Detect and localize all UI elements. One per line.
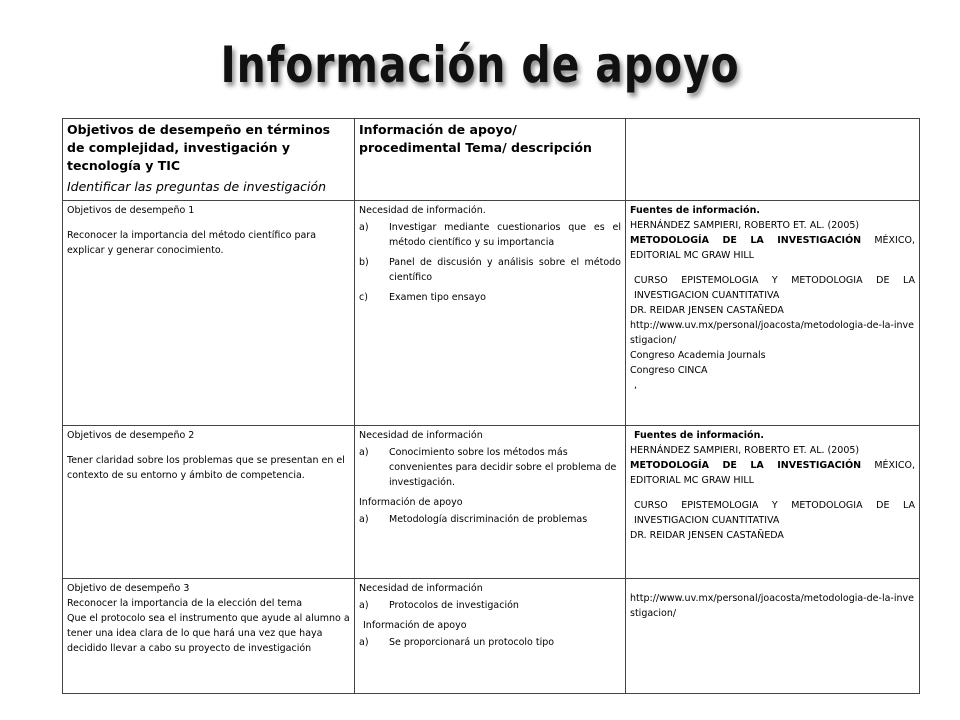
sources-title: Fuentes de información. xyxy=(630,205,760,216)
list-item: a) Se proporcionará un protocolo tipo xyxy=(359,637,555,648)
table-row xyxy=(63,426,920,579)
objective-title: Objetivos de desempeño 1 xyxy=(67,205,195,216)
objective-cell xyxy=(63,201,355,426)
sources-title: Fuentes de información. xyxy=(634,430,764,441)
table-header-row xyxy=(63,119,920,201)
source-course-author: DR. REIDAR JENSEN CASTAÑEDA xyxy=(630,530,784,541)
list-item: a) Protocolos de investigación xyxy=(359,600,519,611)
header-support-title: Información de apoyo/ procedimental Tema/ descripción xyxy=(359,122,592,155)
table-row xyxy=(63,201,920,426)
need-cell xyxy=(355,426,626,579)
source-book: METODOLOGÍA DE LA INVESTIGACIÓN MÉXICO, EDITORIAL MC GRAW HILL xyxy=(630,460,915,486)
header-empty xyxy=(626,119,920,201)
page-title: Información de apoyo xyxy=(220,36,740,94)
header-objectives xyxy=(63,119,355,201)
header-objectives-subtitle: Identificar las preguntas de investigación xyxy=(67,179,327,194)
header-objectives-title: Objetivos de desempeño en términos de complejidad, investigación y tecnología y TIC xyxy=(67,122,331,173)
support-list xyxy=(359,635,621,650)
need-list xyxy=(359,445,621,490)
support-title: Información de apoyo xyxy=(363,620,467,631)
need-title: Necesidad de información. xyxy=(359,205,486,216)
source-extra-1: Congreso Academia Journals xyxy=(630,350,766,361)
sources-cell xyxy=(626,201,920,426)
objective-title: Objetivos de desempeño 2 xyxy=(67,430,195,441)
sources-cell xyxy=(626,579,920,694)
list-item: c) Examen tipo ensayo xyxy=(359,292,486,303)
objective-cell xyxy=(63,426,355,579)
source-course-author: DR. REIDAR JENSEN CASTAÑEDA xyxy=(630,305,784,316)
need-cell xyxy=(355,201,626,426)
list-item: a) Investigar mediante cuestionarios que es el método científico y su importancia xyxy=(359,222,621,248)
objective-text: Que el protocolo sea el instrumento que ayude al alumno a tener una idea clara de lo que hará una vez que haya decidido llevar a cabo su proyecto de investigación xyxy=(67,613,350,654)
need-list xyxy=(359,598,621,613)
need-title: Necesidad de información xyxy=(359,583,483,594)
objective-text: Reconocer la importancia del método científico para explicar y generar conocimiento. xyxy=(67,230,317,256)
source-extra-3: , xyxy=(634,380,638,391)
source-book: METODOLOGÍA DE LA INVESTIGACIÓN MÉXICO, EDITORIAL MC GRAW HILL xyxy=(630,235,915,261)
need-title: Necesidad de información xyxy=(359,430,483,441)
list-item: b) Panel de discusión y análisis sobre el método científico xyxy=(359,257,621,283)
source-course: CURSO EPISTEMOLOGIA Y METODOLOGIA DE LA INVESTIGACION CUANTITATIVA xyxy=(634,500,915,526)
sources-cell xyxy=(626,426,920,579)
list-item: a) Metodología discriminación de problemas xyxy=(359,514,588,525)
table-row xyxy=(63,579,920,694)
source-url: http://www.uv.mx/personal/joacosta/metodologia-de-la-investigacion/ xyxy=(630,320,914,346)
source-author: HERNÁNDEZ SAMPIERI, ROBERTO ET. AL. (2005) xyxy=(630,220,860,231)
objective-text: Reconocer la importancia de la elección del tema xyxy=(67,598,303,609)
support-info-table xyxy=(62,118,920,694)
objective-text: Tener claridad sobre los problemas que se presentan en el contexto de su entorno y ámbito de competencia. xyxy=(67,455,345,481)
support-list xyxy=(359,512,621,527)
need-list xyxy=(359,220,621,305)
need-cell xyxy=(355,579,626,694)
objective-cell xyxy=(63,579,355,694)
source-author: HERNÁNDEZ SAMPIERI, ROBERTO ET. AL. (2005) xyxy=(630,445,860,456)
objective-title: Objetivo de desempeño 3 xyxy=(67,583,190,594)
header-support xyxy=(355,119,626,201)
source-extra-2: Congreso CINCA xyxy=(630,365,708,376)
source-url: http://www.uv.mx/personal/joacosta/metodologia-de-la-investigacion/ xyxy=(630,593,914,619)
support-title: Información de apoyo xyxy=(359,497,463,508)
source-course: CURSO EPISTEMOLOGIA Y METODOLOGIA DE LA INVESTIGACION CUANTITATIVA xyxy=(634,275,915,301)
list-item: a) Conocimiento sobre los métodos más convenientes para decidir sobre el problema de investigación. xyxy=(359,447,617,488)
